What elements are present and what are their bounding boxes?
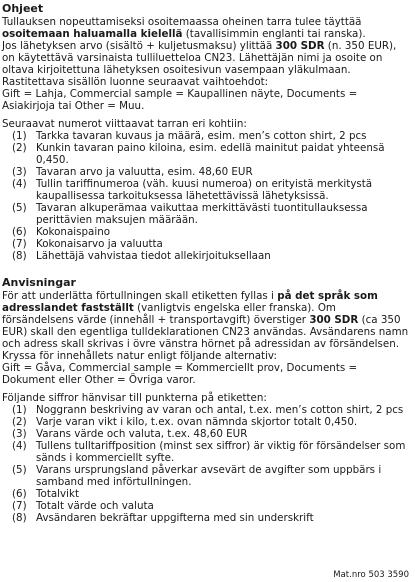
intro-text-fi: Tullauksen nopeuttamiseksi osoitemaassa oheinen tarra tulee täyttää: [2, 16, 362, 28]
list-item: (4) Tullin tariffinumeroa (väh. kuusi numeroa) on erityistä merkitystä kaupallisessa tarkoituksessa lähetettävissä lähetyksissä.: [12, 178, 373, 202]
list-item: (5) Tavaran alkuperämaa vaikuttaa merkittävästi tuontitullauksessa perittävien maksujen määrään.: [12, 202, 368, 226]
list-item: (8) Avsändaren bekräftar uppgifterna med sin underskrift: [12, 512, 314, 524]
list-item: (6) Kokonaispaino: [12, 226, 111, 238]
tick-instruction-sv: Kryssa för innehållets natur enligt följande alternativ:: [2, 350, 277, 362]
section-heading-fi: Ohjeet: [2, 2, 44, 15]
intro-text-post-fi: (tavallisimmin englanti tai ranska).: [185, 28, 366, 40]
list-item: (5) Varans ursprungsland påverkar avsevärt de avgifter som uppbärs i samband med införtullningen.: [12, 464, 382, 488]
intro-bold-sv: på det språk som adresslandet fastställt: [2, 290, 378, 314]
numbered-list-sv: [2, 404, 409, 524]
intro-paragraph-sv: [2, 290, 409, 350]
numbers-intro-fi: Seuraavat numerot viittaavat tarran eri kohtiin:: [2, 118, 247, 130]
list-item: (6) Totalvikt: [12, 488, 80, 500]
intro-paragraph-fi: [2, 16, 409, 40]
list-item: (2) Kunkin tavaran paino kiloina, esim. edellä mainitut paidat yhteensä 0,450.: [12, 142, 385, 166]
swedish-section: [2, 276, 409, 524]
value-paragraph-fi: [2, 40, 409, 76]
list-item: (1) Tarkka tavaran kuvaus ja määrä, esim. men’s cotton shirt, 2 pcs: [12, 130, 367, 142]
material-number: Mat.nro 503 3590: [333, 570, 409, 580]
list-item: (3) Varans värde och valuta, t.ex. 48,60 EUR: [12, 428, 248, 440]
intro-text-post-sv: (vanligtvis engelska eller franska). Om försändelsens värde (innehåll + transportavgift) överstiger: [2, 302, 336, 326]
value-bold-fi: 300 SDR: [275, 40, 325, 52]
finnish-section: [2, 2, 409, 262]
value-bold-sv: 300 SDR: [309, 314, 359, 326]
value-text-post-fi: (n. 350 EUR), on käytettävä varsinaista tulliluetteloa CN23. Lähettäjän nimi ja osoite on oltava kirjoitettuna lähetyksen osoitesivun vasempaan yläkulmaan.: [2, 40, 397, 76]
numbered-list-fi: [2, 130, 409, 262]
numbers-intro-sv: Följande siffror hänvisar till punkterna på etiketten:: [2, 392, 267, 404]
content-types-fi: Gift = Lahja, Commercial sample = Kaupallinen näyte, Documents = Asiakirjoja tai Other = Muu.: [2, 88, 358, 112]
list-item: (8) Lähettäjä vahvistaa tiedot allekirjoituksellaan: [12, 250, 271, 262]
intro-text-sv: För att underlätta förtullningen skall etiketten fyllas i: [2, 290, 274, 302]
value-text-fi: Jos lähetyksen arvo (sisältö + kuljetusmaksu) ylittää: [2, 40, 273, 52]
list-item: (3) Tavaran arvo ja valuutta, esim. 48,60 EUR: [12, 166, 253, 178]
section-heading-sv: Anvisningar: [2, 276, 76, 289]
content-types-sv: Gift = Gåva, Commercial sample = Kommerciellt prov, Documents = Dokument eller Other = Övriga varor.: [2, 362, 358, 386]
list-item: (4) Tullens tulltariffposition (minst sex siffror) är viktig för försändelser som sänds i kommerciellt syfte.: [12, 440, 406, 464]
tick-instruction-fi: Rastitettava sisällön luonne seuraavat vaihtoehdot:: [2, 76, 269, 88]
list-item: (7) Kokonaisarvo ja valuutta: [12, 238, 163, 250]
list-item: (7) Totalt värde och valuta: [12, 500, 154, 512]
list-item: (2) Varje varan vikt i kilo, t.ex. ovan nämnda skjortor totalt 0,450.: [12, 416, 358, 428]
value-text-post-sv: (ca 350 EUR) skall den egentliga tulldeklarationen CN23 användas. Avsändarens namn och adress skall skrivas i övre vänstra hörnet på adressidan av försändelsen.: [2, 314, 409, 350]
list-item: (1) Noggrann beskriving av varan och antal, t.ex. men’s cotton shirt, 2 pcs: [12, 404, 404, 416]
intro-bold-fi: osoitemaan haluamalla kielellä: [2, 28, 183, 40]
